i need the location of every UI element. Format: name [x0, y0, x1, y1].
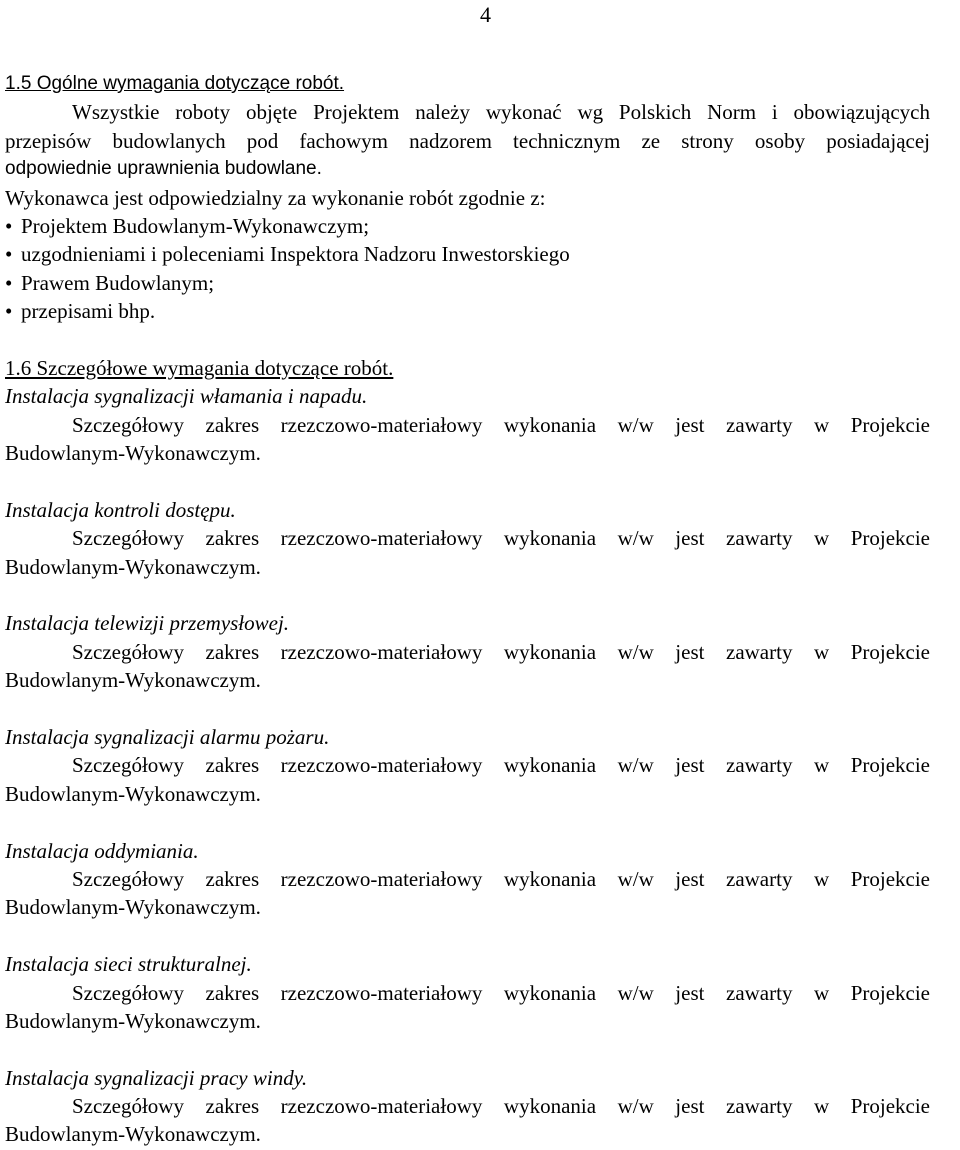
block-gap	[5, 808, 930, 836]
installation-title: Instalacja sieci strukturalnej.	[5, 952, 252, 977]
section-1-5	[5, 70, 930, 326]
installation-title: Instalacja sygnalizacji alarmu pożaru.	[5, 724, 330, 749]
installation-scope-ref: Budowlanym-Wykonawczym.	[5, 1008, 261, 1033]
installation-scope-ref: Budowlanym-Wykonawczym.	[5, 895, 261, 920]
installation-title: Instalacja kontroli dostępu.	[5, 497, 236, 522]
installation-scope-line: Szczegółowy zakres rzezczowo-materiałowy wykonania w/w jest zawarty w Projekcie	[72, 980, 930, 1005]
installation-title: Instalacja sygnalizacji włamania i napadu.	[5, 384, 368, 409]
block-gap	[5, 1035, 930, 1063]
installation-block	[5, 1064, 930, 1149]
installation-block	[5, 723, 930, 808]
section-1-6-heading: 1.6 Szczegółowe wymagania dotyczące robót.	[5, 355, 394, 380]
installation-scope-ref: Budowlanym-Wykonawczym.	[5, 781, 261, 806]
bullet-item	[5, 297, 930, 325]
installation-title: Instalacja telewizji przemysłowej.	[5, 611, 290, 636]
intro-line-2: przepisów budowlanych pod fachowym nadzorem technicznym ze strony osoby posiadającej	[5, 128, 930, 153]
installation-block	[5, 950, 930, 1035]
installation-scope-line: Szczegółowy zakres rzezczowo-materiałowy wykonania w/w jest zawarty w Projekcie	[72, 526, 930, 551]
installation-scope-line: Szczegółowy zakres rzezczowo-materiałowy wykonania w/w jest zawarty w Projekcie	[72, 1094, 930, 1119]
installation-scope-ref: Budowlanym-Wykonawczym.	[5, 441, 261, 466]
installation-block	[5, 382, 930, 467]
installation-block	[5, 609, 930, 694]
installation-block	[5, 496, 930, 581]
block-gap	[5, 922, 930, 950]
block-gap	[5, 695, 930, 723]
installation-scope-ref: Budowlanym-Wykonawczym.	[5, 1122, 261, 1147]
section-1-6	[5, 354, 930, 1149]
section-gap	[5, 326, 930, 354]
installation-scope-ref: Budowlanym-Wykonawczym.	[5, 554, 261, 579]
installation-scope-ref: Budowlanym-Wykonawczym.	[5, 668, 261, 693]
installation-scope-line: Szczegółowy zakres rzezczowo-materiałowy wykonania w/w jest zawarty w Projekcie	[72, 866, 930, 891]
bullet-item-text: uzgodnieniami i poleceniami Inspektora Nadzoru Inwestorskiego	[21, 242, 570, 267]
document-body	[5, 70, 930, 1149]
bullet-item-text: przepisami bhp.	[21, 299, 156, 324]
block-gap	[5, 581, 930, 609]
installation-title: Instalacja sygnalizacji pracy windy.	[5, 1065, 308, 1090]
section-1-5-heading: 1.5 Ogólne wymagania dotyczące robót.	[5, 73, 345, 94]
installation-scope-line: Szczegółowy zakres rzezczowo-materiałowy wykonania w/w jest zawarty w Projekcie	[72, 639, 930, 664]
bullet-item-text: Prawem Budowlanym;	[21, 270, 215, 295]
page-number: 4	[480, 2, 491, 27]
installation-block	[5, 837, 930, 922]
intro-line-1: Wszystkie roboty objęte Projektem należy wykonać wg Polskich Norm i obowiązujących	[72, 100, 930, 125]
contractor-line: Wykonawca jest odpowiedzialny za wykonanie robót zgodnie z:	[5, 185, 546, 210]
installation-title: Instalacja oddymiania.	[5, 838, 199, 863]
installation-scope-line: Szczegółowy zakres rzezczowo-materiałowy wykonania w/w jest zawarty w Projekcie	[72, 753, 930, 778]
intro-line-3: odpowiednie uprawnienia budowlane.	[5, 158, 322, 180]
block-gap	[5, 467, 930, 495]
bullet-item	[5, 240, 930, 268]
bullet-item-text: Projektem Budowlanym-Wykonawczym;	[21, 213, 370, 238]
bullet-item	[5, 212, 930, 240]
bullet-item	[5, 269, 930, 297]
installation-scope-line: Szczegółowy zakres rzezczowo-materiałowy wykonania w/w jest zawarty w Projekcie	[72, 412, 930, 437]
